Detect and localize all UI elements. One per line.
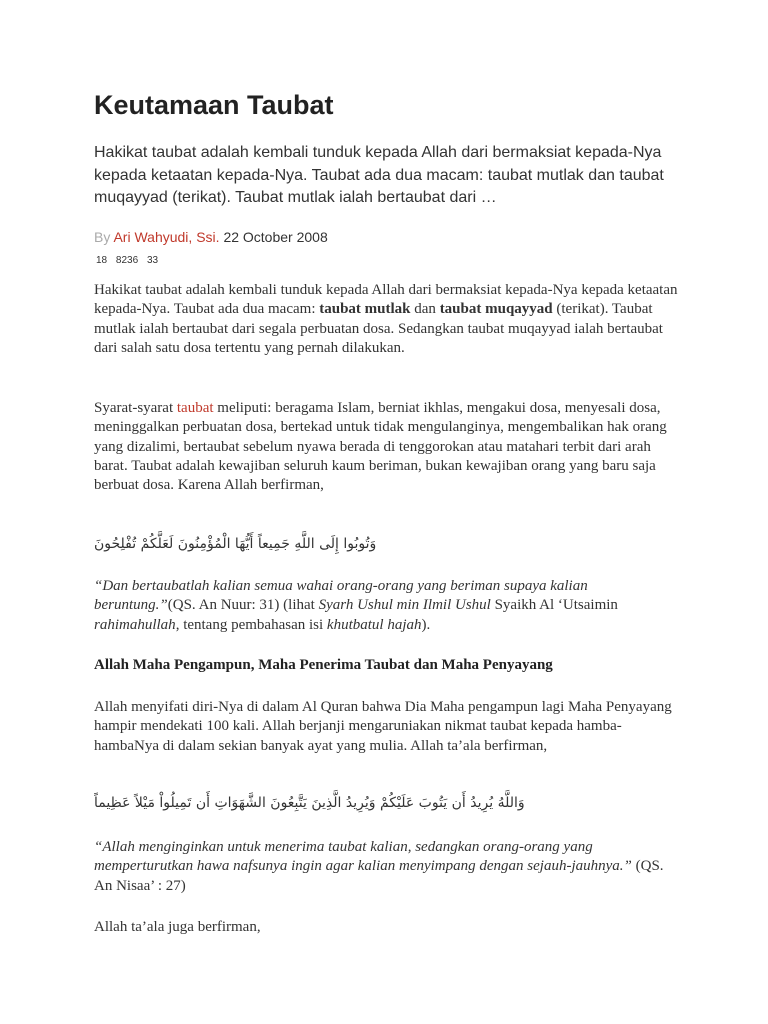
arabic-verse-2: وَاللَّهُ يُرِيدُ أَن يَتُوبَ عَلَيْكُمْ وَيُرِيدُ الَّذِينَ يَتَّبِعُونَ الشَّهَوَاتِ أَن تَمِيلُواْ مَيْلاً عَظِيماً: [94, 795, 525, 811]
paragraph-1-text-a: Hakikat taubat adalah kembali tunduk kepada Allah dari bermaksiat kepada-Nya kepada ketaatan kepada-Nya. Taubat ada dua macam:: [94, 282, 678, 318]
article-stats: [96, 255, 164, 266]
quote-1-honorific: rahimahullah: [94, 616, 176, 633]
article-title: Keutamaan Taubat: [94, 90, 334, 120]
paragraph-1: [94, 281, 679, 358]
quote-1-book-title: Syarh Ushul min Ilmil Ushul: [318, 597, 491, 614]
paragraph-1-text-c: dan: [410, 301, 440, 318]
arabic-verse-1: وَتُوبُوا إِلَى اللَّهِ جَمِيعاً أَيُّهَا الْمُؤْمِنُونَ لَعَلَّكُمْ تُفْلِحُونَ: [94, 536, 377, 552]
publish-date: 22 October 2008: [223, 229, 328, 245]
stat-count-2: 8236: [115, 255, 139, 266]
quote-1-translation: “Dan bertaubatlah kalian semua wahai orang-orang yang beriman supaya kalian beruntung.”: [94, 578, 588, 614]
paragraph-2: [94, 399, 679, 495]
byline: [94, 229, 328, 245]
stat-count-3: 33: [146, 255, 159, 266]
quote-1: [94, 577, 679, 635]
section-heading: Allah Maha Pengampun, Maha Penerima Taubat dan Maha Penyayang: [94, 657, 553, 673]
quote-2-translation: “Allah menginginkan untuk menerima taubat kalian, sedangkan orang-orang yang memperturutkan hawa nafsunya ingin agar kalian menyimpang dengan sejauh-jauhnya.”: [94, 839, 632, 875]
quote-1-text-d: ).: [421, 616, 431, 633]
term-taubat-mutlak: taubat mutlak: [319, 301, 411, 318]
stat-count-1: 18: [96, 255, 108, 266]
quote-1-text-b: Syaikh Al ‘Utsaimin: [490, 597, 618, 614]
paragraph-1-text-d: (terikat). Taubat mutlak ialah bertaubat dari segala perbuatan dosa. Sedangkan taubat muqayyad ialah bertaubat dari salah satu dosa tertentu yang pernah dilakukan.: [94, 301, 663, 356]
paragraph-3: Allah menyifati diri-Nya di dalam Al Quran bahwa Dia Maha pengampun lagi Maha Penyayang hampir mendekati 100 kali. Allah berjanji mengaruniakan nikmat taubat kepada hamba-hambaNya di dalam sekian banyak ayat yang mulia. Allah ta’ala berfirman,: [94, 699, 672, 754]
paragraph-4: Allah ta’ala juga berfirman,: [94, 919, 261, 935]
quote-2-reference: (QS. An Nisaa’ : 27): [94, 858, 664, 894]
quote-1-khutbah: khutbatul hajah: [326, 616, 422, 633]
taubat-link[interactable]: taubat: [176, 400, 214, 416]
quote-1-text-a: (QS. An Nuur: 31) (lihat: [167, 597, 319, 614]
paragraph-2-text-b: meliputi: beragama Islam, berniat ikhlas, mengakui dosa, menyesali dosa, meninggalkan perbuatan dosa, bertekad untuk tidak mengulanginya, mengembalikan hak orang yang dizalimi, bertaubat sebelum nyawa berada di tenggorokan atau matahari terbit dari arah barat. Taubat adalah kewajiban seluruh kaum beriman, bukan kewajiban orang yang baru saja berbuat dosa. Karena Allah berfirman,: [94, 400, 667, 494]
term-taubat-muqayyad: taubat muqayyad: [439, 301, 553, 318]
quote-2: [94, 838, 679, 896]
author-link[interactable]: Ari Wahyudi, Ssi.: [113, 229, 220, 245]
paragraph-2-text-a: Syarat-syarat: [94, 400, 177, 416]
article-summary: Hakikat taubat adalah kembali tunduk kepada Allah dari bermaksiat kepada-Nya kepada ketaatan kepada-Nya. Taubat ada dua macam: taubat mutlak dan taubat muqayyad (terikat). Taubat mutlak ialah bertaubat dari …: [94, 144, 664, 206]
quote-1-text-c: , tentang pembahasan isi: [175, 616, 327, 633]
byline-by-label: By: [94, 229, 111, 245]
